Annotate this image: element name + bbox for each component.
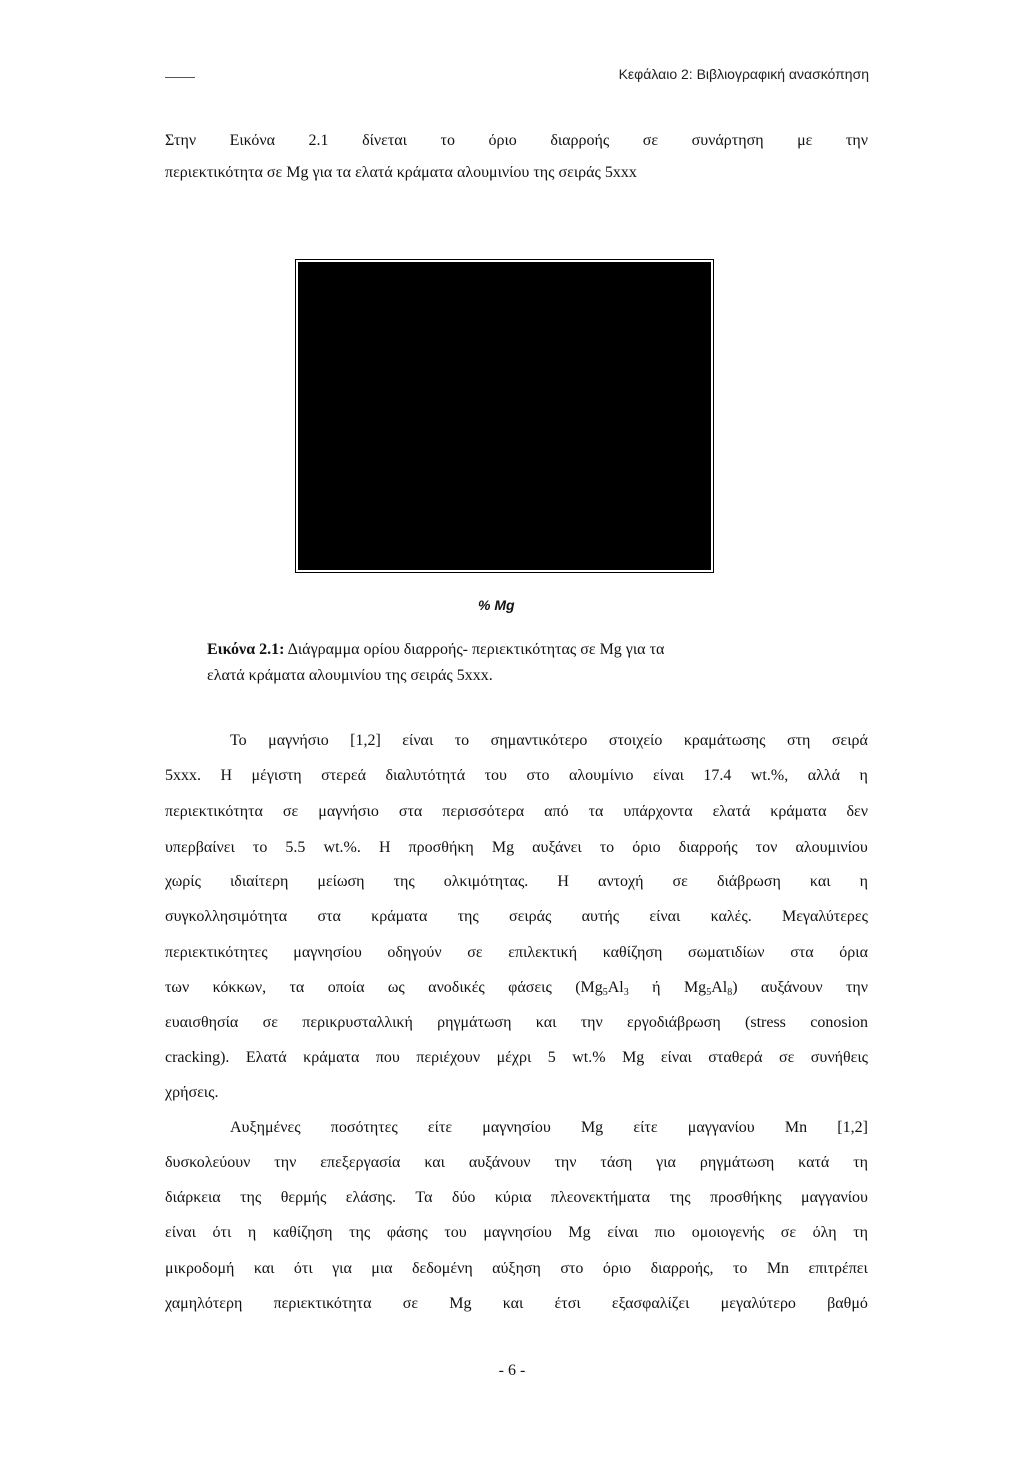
word: και <box>424 1154 445 1171</box>
word: όριο <box>632 839 661 856</box>
paragraph1-line-7 <box>165 943 868 963</box>
word: στο <box>526 767 550 784</box>
word: περιεκτικότητα <box>165 803 263 820</box>
word: στη <box>786 732 811 749</box>
word: σε <box>780 1224 797 1241</box>
intro-line-1 <box>165 131 868 151</box>
word: σειρά <box>831 732 868 749</box>
text-run: Al <box>607 979 624 996</box>
word: η <box>859 767 868 784</box>
word: Ελατά <box>245 1049 287 1066</box>
word: φάσης <box>386 1224 428 1241</box>
word: σε <box>778 1049 795 1066</box>
word: Mn <box>784 1119 808 1136</box>
figure-axis-label: % Mg <box>478 597 515 613</box>
word: σε <box>467 944 483 961</box>
word: είναι <box>402 732 434 749</box>
word: είναι <box>660 1049 692 1066</box>
word: κατά <box>798 1154 830 1171</box>
word: προσθήκη <box>408 839 474 856</box>
word: Το <box>230 732 247 749</box>
paragraph1-line-9 <box>165 1013 868 1033</box>
subscript: 5 <box>706 987 712 998</box>
word: wt.% <box>572 1049 606 1066</box>
word: δεδομένη <box>411 1260 473 1277</box>
paragraph1-line-8 <box>165 978 868 998</box>
word: Στην <box>165 132 197 149</box>
word: και <box>502 1295 524 1312</box>
header-rule <box>165 77 195 78</box>
word: 17.4 <box>703 767 732 784</box>
word: conosion <box>810 1014 868 1031</box>
word: στα <box>398 803 423 820</box>
word: Τα <box>415 1189 433 1206</box>
page-number: - 6 - <box>498 1362 526 1379</box>
paragraph1-line-6 <box>165 907 868 927</box>
word: δίνεται <box>362 132 407 149</box>
word: στερεά <box>321 767 366 784</box>
word: αλλά <box>807 767 840 784</box>
word: είναι <box>607 1224 639 1241</box>
word: Mg <box>580 1119 604 1136</box>
word: περιέχουν <box>416 1049 481 1066</box>
word: 5xxx. <box>165 767 201 784</box>
word: την <box>845 132 868 149</box>
word: αυτής <box>581 908 620 925</box>
word: βαθμό <box>827 1295 868 1312</box>
word: επεξεργασία <box>320 1154 401 1171</box>
word: διαρροής <box>678 839 738 856</box>
word: όριο <box>488 132 517 149</box>
word: Mn <box>766 1260 790 1277</box>
paragraph2-line-2 <box>165 1153 868 1173</box>
word: Η <box>557 873 569 890</box>
word: τα <box>588 803 604 820</box>
word: wt.%. <box>323 839 361 856</box>
word: είναι <box>165 1224 196 1241</box>
word: ότι <box>212 1224 232 1241</box>
paragraph2-line-6 <box>165 1294 868 1314</box>
word: στοιχείο <box>608 732 663 749</box>
word: είναι <box>649 908 681 925</box>
word: Mg <box>491 839 515 856</box>
word: σε <box>672 873 688 890</box>
line8-text <box>165 979 868 996</box>
word: περισσότερα <box>442 803 525 820</box>
word: καλές. <box>710 908 752 925</box>
word: Mg <box>568 1224 591 1241</box>
word: Αυξημένες <box>230 1119 301 1136</box>
paragraph2-line-5 <box>165 1259 868 1279</box>
figure-image <box>298 262 711 570</box>
word: υπάρχοντα <box>623 803 693 820</box>
word: και <box>535 1014 557 1031</box>
word: Mg <box>622 1049 645 1066</box>
word: μαγγανίου <box>801 1189 868 1206</box>
word: περικρυσταλλική <box>302 1014 413 1031</box>
paragraph1-line-1 <box>230 731 868 751</box>
word: έτσι <box>554 1295 581 1312</box>
word: μέγιστη <box>251 767 302 784</box>
word: αύξηση <box>492 1260 541 1277</box>
word: καθίζηση <box>272 1224 333 1241</box>
word: είτε <box>633 1119 658 1136</box>
word: και <box>253 1260 275 1277</box>
word: 5.5 <box>285 839 306 856</box>
figure-caption-line-1 <box>207 640 837 660</box>
word: wt.%, <box>750 767 789 784</box>
word: σωματιδίων <box>688 944 765 961</box>
word: τάση <box>600 1154 633 1171</box>
word: 5 <box>547 1049 556 1066</box>
word: σε <box>402 1295 419 1312</box>
word: μείωση <box>317 873 365 890</box>
word: μέχρι <box>496 1049 532 1066</box>
word: Η <box>378 839 391 856</box>
word: μαγνήσιο <box>268 732 329 749</box>
word: σημαντικότερο <box>490 732 588 749</box>
paragraph2-line-4 <box>165 1223 868 1243</box>
word: ιδιαίτερη <box>229 873 289 890</box>
word: του <box>484 767 507 784</box>
word: δεν <box>846 803 868 820</box>
figure-caption-line-2: ελατά κράματα αλουμινίου της σειράς 5xxx. <box>207 667 493 684</box>
word: της <box>349 1224 371 1241</box>
word: μαγνησίου <box>293 944 362 961</box>
word: το <box>599 839 615 856</box>
subscript: 8 <box>727 987 733 998</box>
word: πλεονεκτήματα <box>550 1189 651 1206</box>
word: υπερβαίνει <box>165 839 235 856</box>
word: ρηγμάτωση <box>437 1014 512 1031</box>
figure-caption-label: Εικόνα 2.1: <box>207 641 285 658</box>
word: το <box>732 1260 748 1277</box>
word: κράματα <box>770 803 827 820</box>
word: διαρροής, <box>650 1260 714 1277</box>
word: ολκιμότητας. <box>443 873 529 890</box>
word: το <box>252 839 268 856</box>
word: θερμής <box>280 1189 327 1206</box>
word: ποσότητες <box>330 1119 398 1136</box>
word: μαγγανίου <box>687 1119 755 1136</box>
word: του <box>444 1224 467 1241</box>
word: τη <box>853 1224 868 1241</box>
word: τη <box>853 1154 868 1171</box>
text-run: ή Mg <box>628 979 707 996</box>
word: της <box>669 1189 691 1206</box>
word: για <box>656 1154 676 1171</box>
word: ρηγμάτωση <box>699 1154 775 1171</box>
word: μαγνησίου <box>482 1119 551 1136</box>
word: και <box>809 873 831 890</box>
word: σε <box>282 803 299 820</box>
word: επιτρέπει <box>808 1260 868 1277</box>
word: της <box>457 908 479 925</box>
word: επιλεκτική <box>508 944 578 961</box>
word: από <box>544 803 569 820</box>
word: που <box>375 1049 400 1066</box>
word: [1,2] <box>837 1119 868 1136</box>
figure-caption-text: Διάγραμμα ορίου διαρροής- περιεκτικότητας σε Mg για τα <box>284 641 665 658</box>
word: δύο <box>451 1189 476 1206</box>
word: αυξάνει <box>532 839 582 856</box>
text-run: ) αυξάνουν την <box>732 979 868 996</box>
word: πιο <box>654 1224 676 1241</box>
paragraph1-line-2 <box>165 766 868 786</box>
intro-line-2: περιεκτικότητα σε Mg για τα ελατά κράματα αλουμινίου της σειράς 5xxx <box>165 164 637 181</box>
word: συνάρτηση <box>691 132 764 149</box>
word: είναι <box>652 767 684 784</box>
word: όριο <box>602 1260 632 1277</box>
word: οδηγούν <box>387 944 442 961</box>
word: την <box>554 1154 577 1171</box>
word: το <box>440 132 455 149</box>
word: cracking). <box>165 1049 230 1066</box>
word: Μεγαλύτερες <box>781 908 868 925</box>
word: την <box>274 1154 297 1171</box>
word: χωρίς <box>165 873 201 890</box>
word: μια <box>371 1260 393 1277</box>
word: (stress <box>745 1014 786 1031</box>
word: κράματα <box>303 1049 360 1066</box>
word: κραμάτωσης <box>683 732 766 749</box>
paragraph1-line-11: χρήσεις. <box>165 1084 219 1101</box>
subscript: 3 <box>623 987 629 998</box>
word: μεγαλύτερο <box>720 1295 796 1312</box>
word: εξασφαλίζει <box>611 1295 690 1312</box>
word: μαγνησίου <box>483 1224 552 1241</box>
word: ευαισθησία <box>165 1014 239 1031</box>
paragraph1-line-3 <box>165 802 868 822</box>
word: συνήθεις <box>810 1049 868 1066</box>
word: καθίζηση <box>602 944 663 961</box>
text-run: των κόκκων, τα οποία ως ανοδικές φάσεις (Mg <box>165 979 603 996</box>
word: σταθερά <box>708 1049 763 1066</box>
word: ότι <box>293 1260 313 1277</box>
word: ομοιογενής <box>691 1224 765 1241</box>
word: σειράς <box>509 908 552 925</box>
word: διάρκεια <box>165 1189 221 1206</box>
word: περιεκτικότητα <box>273 1295 372 1312</box>
word: Mg <box>449 1295 472 1312</box>
word: συγκολλησιμότητα <box>165 908 288 925</box>
word: μαγνήσιο <box>318 803 379 820</box>
word: σε <box>642 132 659 149</box>
paragraph2-line-1 <box>230 1118 868 1138</box>
word: διάβρωση <box>716 873 781 890</box>
word: τον <box>755 839 778 856</box>
word: σε <box>262 1014 278 1031</box>
word: περιεκτικότητες <box>165 944 268 961</box>
word: στα <box>790 944 814 961</box>
word: εργοδιάβρωση <box>627 1014 721 1031</box>
word: με <box>797 132 813 149</box>
word: η <box>247 1224 257 1241</box>
word: όρια <box>839 944 868 961</box>
word: δυσκολεύουν <box>165 1154 251 1171</box>
paragraph2-line-3 <box>165 1188 868 1208</box>
word: κύρια <box>494 1189 532 1206</box>
word: στο <box>560 1260 584 1277</box>
word: ελάσης. <box>345 1189 396 1206</box>
word: αυξάνουν <box>468 1154 531 1171</box>
word: διαρροής <box>550 132 610 149</box>
word: Η <box>220 767 233 784</box>
word: την <box>580 1014 603 1031</box>
word: ελατά <box>712 803 751 820</box>
word: στα <box>317 908 341 925</box>
word: μικροδομή <box>165 1260 235 1277</box>
word: της <box>240 1189 262 1206</box>
word: είτε <box>427 1119 453 1136</box>
text-run: Al <box>711 979 728 996</box>
word: η <box>859 873 868 890</box>
subscript: 5 <box>602 987 608 998</box>
paragraph1-line-10 <box>165 1048 868 1068</box>
word: διαλυτότητά <box>385 767 466 784</box>
word: της <box>393 873 415 890</box>
word: όλη <box>812 1224 837 1241</box>
word: αλουμινίου <box>795 839 868 856</box>
word: 2.1 <box>308 132 329 149</box>
word: το <box>454 732 470 749</box>
word: χαμηλότερη <box>165 1295 243 1312</box>
running-header: Κεφάλαιο 2: Βιβλιογραφική ανασκόπηση <box>618 66 869 82</box>
word: αντοχή <box>597 873 644 890</box>
word: [1,2] <box>350 732 381 749</box>
paragraph1-line-4 <box>165 838 868 858</box>
word: για <box>332 1260 352 1277</box>
paragraph1-line-5 <box>165 872 868 892</box>
word: προσθήκης <box>710 1189 782 1206</box>
word: Εικόνα <box>229 132 275 149</box>
word: κράματα <box>371 908 428 925</box>
word: αλουμίνιο <box>568 767 634 784</box>
